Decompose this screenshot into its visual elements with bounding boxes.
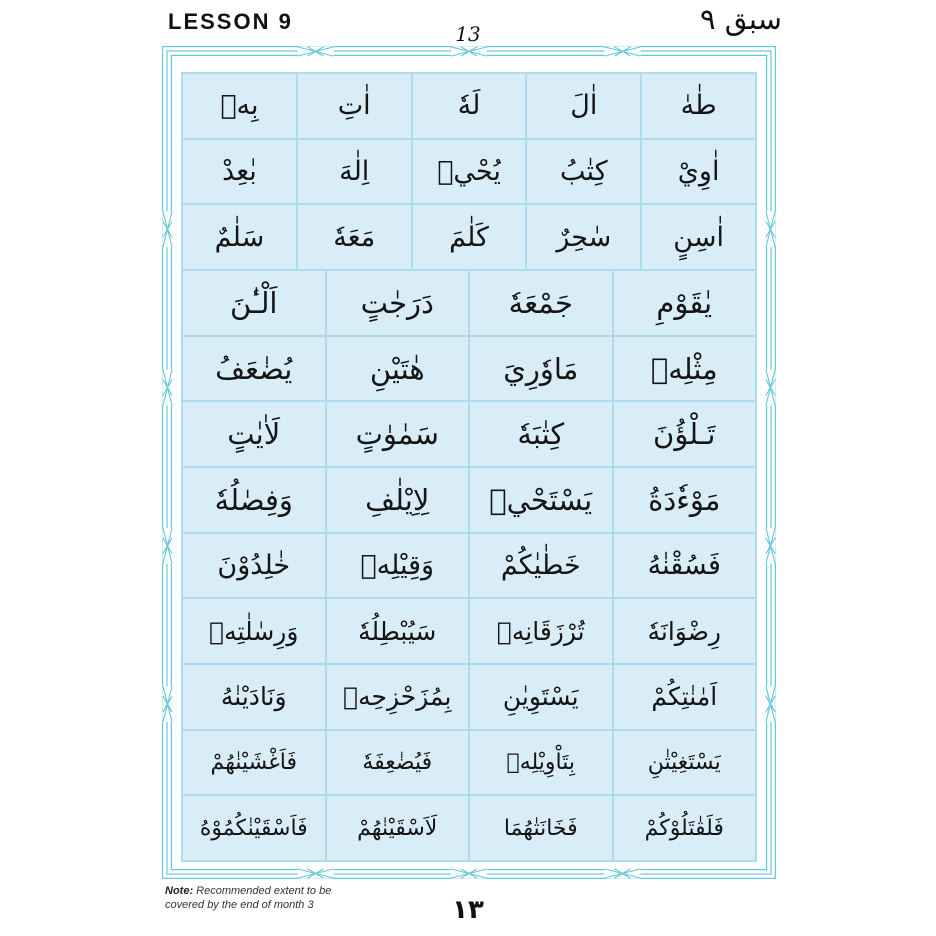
word-cell: دَرَجٰتٍ	[326, 270, 470, 336]
word-cell: اٰتِ	[297, 73, 412, 139]
word-cell: فَاَغْشَيْنٰهُمْ	[182, 730, 326, 796]
word-row	[182, 598, 756, 664]
word-cell: كِتٰبُ	[526, 139, 641, 205]
word-cell: اَمٰنٰتِكُمْ	[613, 664, 757, 730]
word-cell: تَـلْؤُنَ	[613, 401, 757, 467]
word-cell: وَقِيْلِهٖ	[326, 533, 470, 599]
footer-note-line2: covered by the end of month 3	[165, 899, 314, 911]
word-row	[182, 270, 756, 336]
word-cell: لَاَسْقَيْنٰهُمْ	[326, 795, 470, 861]
word-cell: بِمُزَحْزِحِهٖ	[326, 664, 470, 730]
word-row	[182, 533, 756, 599]
word-cell: اَلْـٰٔنَ	[182, 270, 326, 336]
word-cell: وَنَادَيْنٰهُ	[182, 664, 326, 730]
word-cell: لَاٰيٰتٍ	[182, 401, 326, 467]
word-cell: سَلٰمٌ	[182, 204, 297, 270]
word-cell: اٰسِنٍ	[641, 204, 756, 270]
word-cell: فَسُقْنٰهُ	[613, 533, 757, 599]
word-cell: لِاِيْلٰفِ	[326, 467, 470, 533]
word-row	[182, 467, 756, 533]
word-cell: رِضْوَانَهٗ	[613, 598, 757, 664]
word-cell: فَاَسْقَيْنٰكُمُوْهُ	[182, 795, 326, 861]
word-cell: سَمٰوٰتٍ	[326, 401, 470, 467]
word-row	[182, 139, 756, 205]
word-cell: بٰعِدْ	[182, 139, 297, 205]
word-row	[182, 204, 756, 270]
word-cell: كِتٰبَهٗ	[469, 401, 613, 467]
word-cell: وَفِصٰلُهٗ	[182, 467, 326, 533]
footer-note-label: Note:	[165, 885, 194, 897]
word-cell: طٰهٰ	[641, 73, 756, 139]
word-row	[182, 336, 756, 402]
lesson-title-arabic: سبق ٩	[699, 2, 782, 36]
lesson-title-english: LESSON 9	[168, 9, 293, 34]
word-cell: يٰقَوْمِ	[613, 270, 757, 336]
word-cell: جَمْعَهٗ	[469, 270, 613, 336]
word-cell: اِلٰهَ	[297, 139, 412, 205]
word-cell: سٰحِرٌ	[526, 204, 641, 270]
word-cell: تُرْزَقَانِهٖ	[469, 598, 613, 664]
word-cell: فَلَقٰتَلُوْكُمْ	[613, 795, 757, 861]
word-cell: بِتَاْوِيْلِهٖ	[469, 730, 613, 796]
page-number-top: 13	[455, 22, 481, 46]
word-cell: يَسْتَوِيٰنِ	[469, 664, 613, 730]
word-cell: كَلٰمَ	[412, 204, 527, 270]
word-cell: اٰلَ	[526, 73, 641, 139]
footer-note-line1: Recommended extent to be	[196, 885, 332, 897]
word-cell: يُضٰعَفُ	[182, 336, 326, 402]
word-row	[182, 730, 756, 796]
page-number-bottom: ١٣	[452, 895, 484, 925]
word-cell: فَخَانَتٰهُمَا	[469, 795, 613, 861]
word-cell: خَطٰيٰكُمْ	[469, 533, 613, 599]
word-cell: وَرِسٰلٰتِهٖ	[182, 598, 326, 664]
word-cell: لَهٗ	[412, 73, 527, 139]
word-cell: يَسْتَغِيْثٰنِ	[613, 730, 757, 796]
word-cell: فَيُضٰعِفَهٗ	[326, 730, 470, 796]
arabic-word-table	[181, 72, 757, 862]
word-cell: يُحْيٖ	[412, 139, 527, 205]
word-cell: يَسْتَحْيٖ	[469, 467, 613, 533]
word-cell: مِثْلِهٖ	[613, 336, 757, 402]
word-cell: هٰتَيْنِ	[326, 336, 470, 402]
word-cell: اٰوِيْ	[641, 139, 756, 205]
word-cell: مَوْءٗدَةُ	[613, 467, 757, 533]
word-row	[182, 73, 756, 139]
word-row	[182, 795, 756, 861]
word-cell: سَيُبْطِلُهٗ	[326, 598, 470, 664]
word-cell: مَعَهٗ	[297, 204, 412, 270]
word-cell: خٰلِدُوْنَ	[182, 533, 326, 599]
word-cell: بِهٖ	[182, 73, 297, 139]
word-row	[182, 664, 756, 730]
word-row	[182, 401, 756, 467]
word-cell: مَاوٗرِيَ	[469, 336, 613, 402]
